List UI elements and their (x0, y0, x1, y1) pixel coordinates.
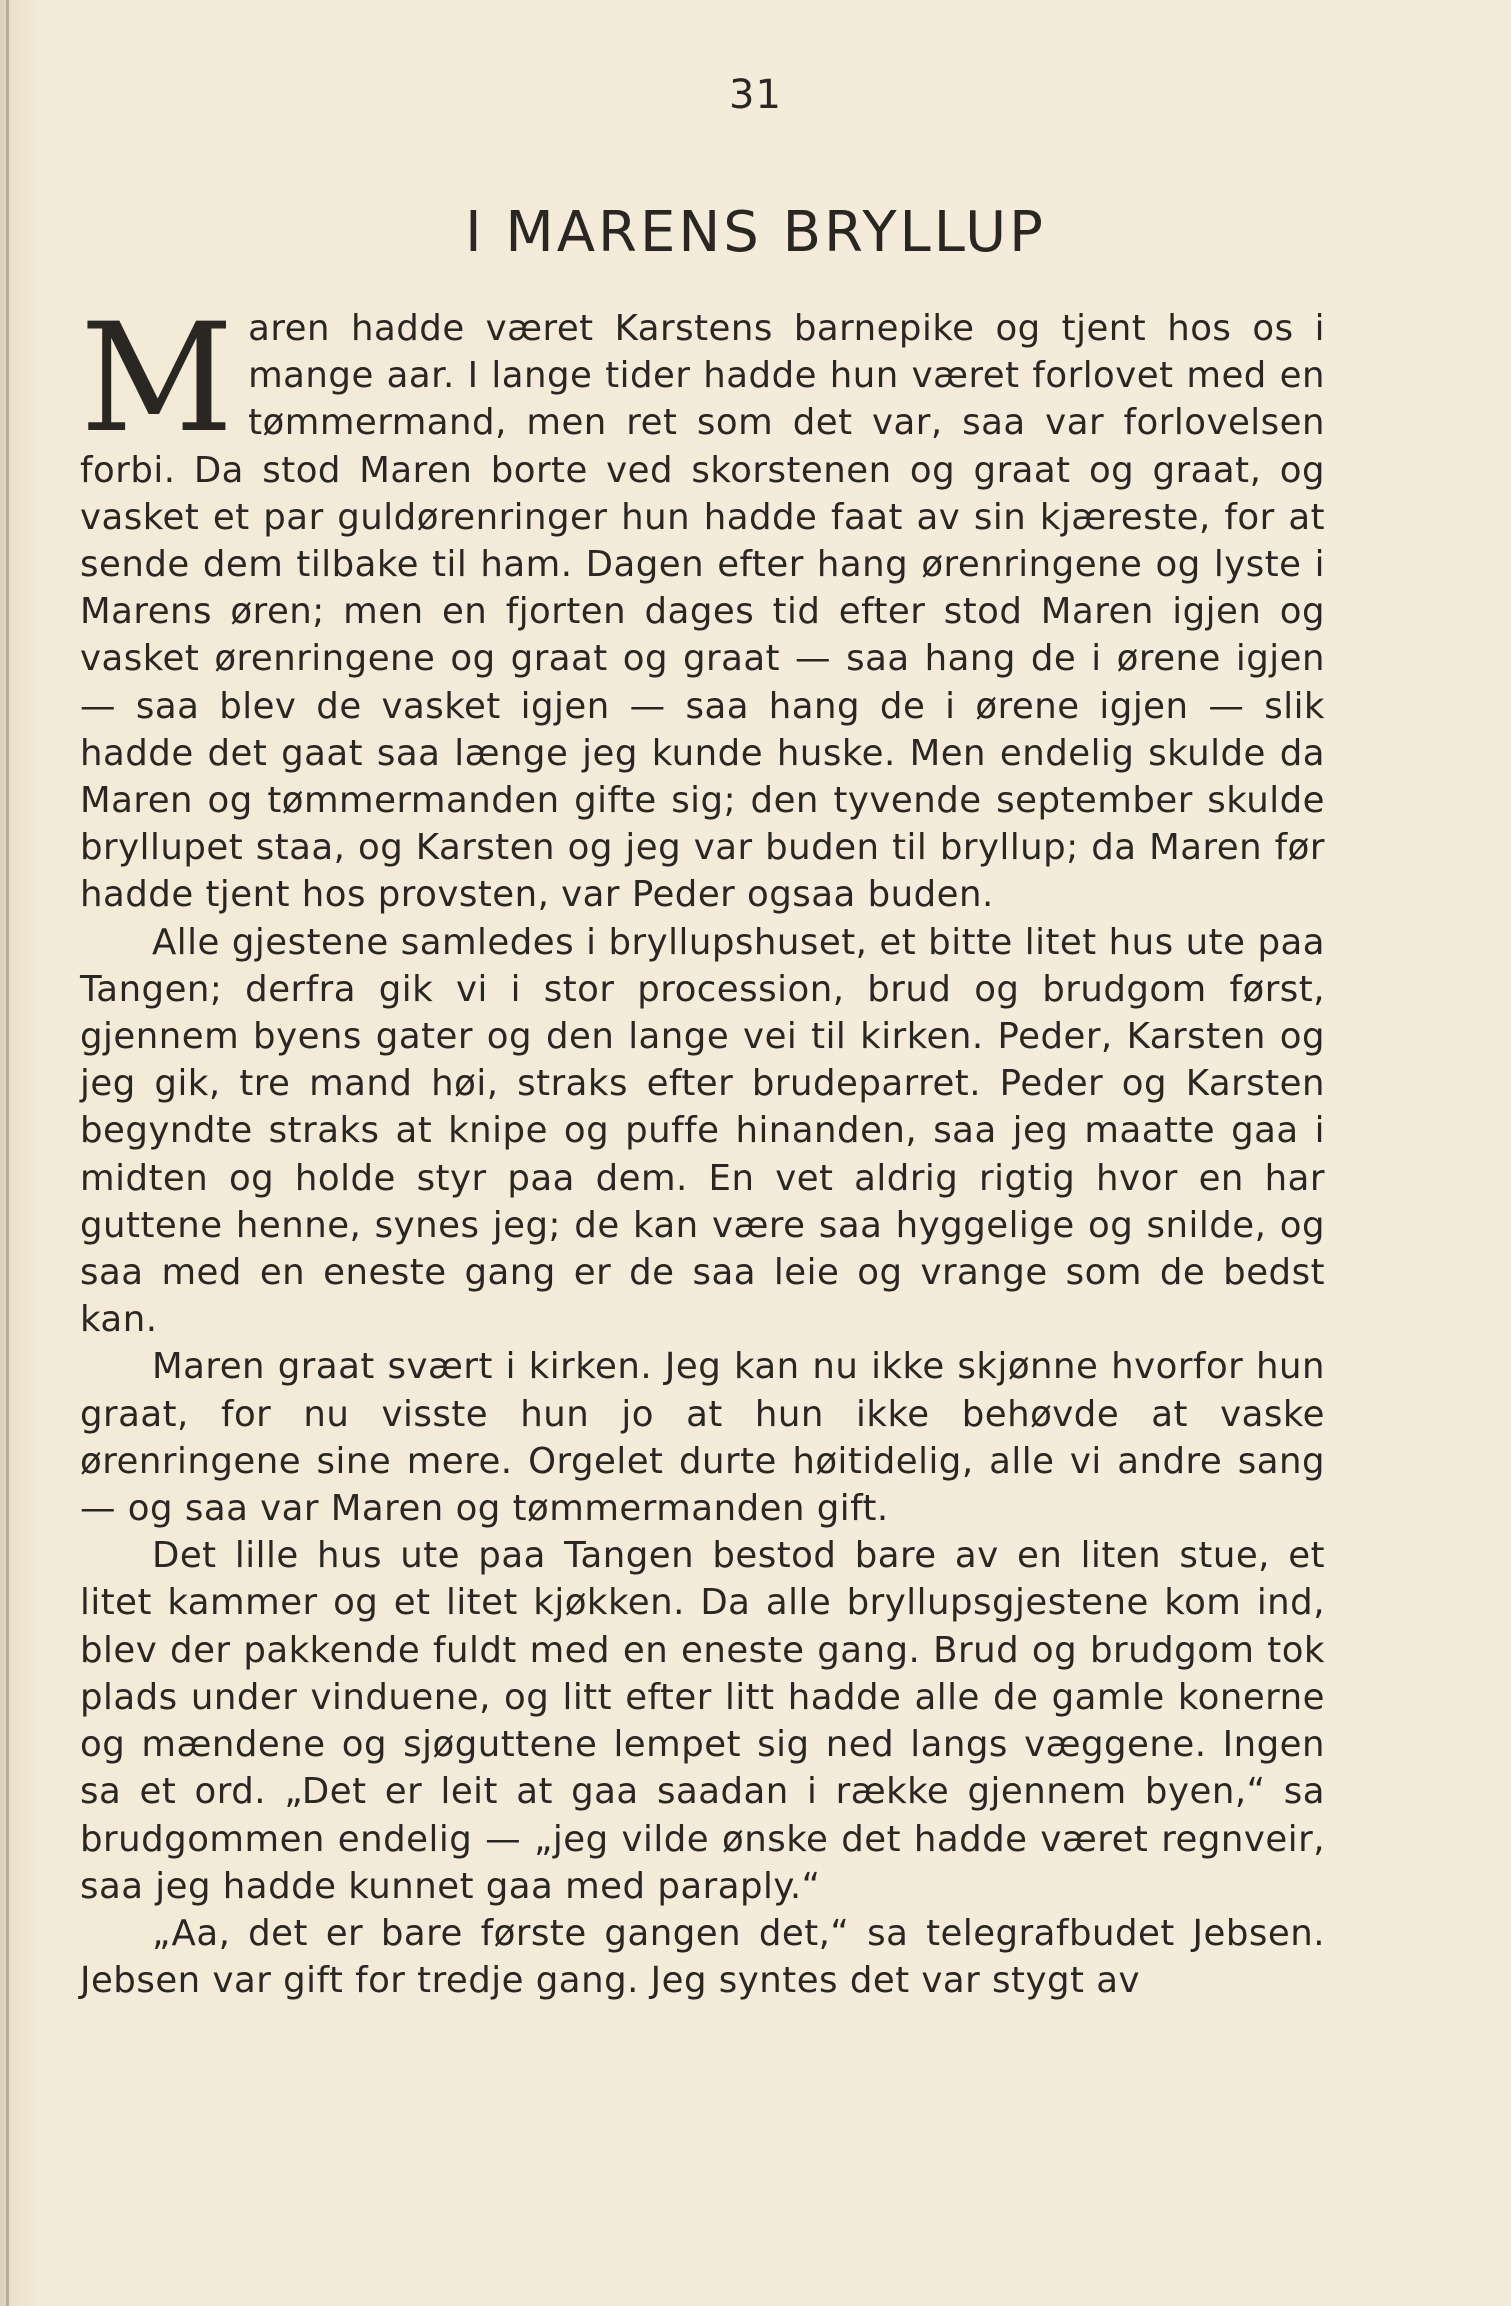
paragraph-1 (80, 292, 1325, 919)
paragraph-1-text: aren hadde været Karstens barnepike og tjent hos os i mange aar. I lange tider hadde hun været forlovet med en tømmermand, men ret som det var, saa var forlovelsen forbi. Da stod Maren borte ved skorstenen og graat og graat, og vasket et par guldørenringer hun hadde faat av sin kjæreste, for at sende dem tilbake til ham. Dagen efter hang ørenringene og lyste i Marens øren; men en fjorten dages tid efter stod Maren igjen og vasket ørenringene og graat og graat — saa hang de i ørene igjen — saa blev de vasket igjen — saa hang de i ørene igjen — slik hadde det gaat saa længe jeg kunde huske. Men endelig skulde da Maren og tømmermanden gifte sig; den tyvende september skulde bryllupet staa, og Karsten og jeg var buden til bryllup; da Maren før hadde tjent hos provsten, var Peder ogsaa buden. (80, 308, 1325, 916)
page-number: 31 (729, 72, 782, 118)
page-binding-edge (6, 0, 9, 2306)
body-text (80, 292, 1325, 2004)
chapter-title: I MARENS BRYLLUP (465, 200, 1046, 265)
paragraph-5: „Aa, det er bare første gangen det,“ sa telegrafbudet Jebsen. Jebsen var gift for tredje gang. Jeg syntes det var stygt av (80, 1912, 1325, 2002)
paragraph-4: Det lille hus ute paa Tangen bestod bare av en liten stue, et litet kammer og et litet kjøkken. Da alle bryllupsgjestene kom ind, blev der pakkende fuldt med en eneste gang. Brud og brudgom tok plads under vinduene, og litt efter litt hadde alle de gamle konerne og mændene og sjøguttene lempet sig ned langs væggene. Ingen sa et ord. „Det er leit at gaa saadan i række gjennem byen,“ sa brudgommen endelig — „jeg vilde ønske det hadde været regnveir, saa jeg hadde kunnet gaa med paraply.“ (80, 1535, 1325, 1907)
paragraph-2: Alle gjestene samledes i bryllupshuset, et bitte litet hus ute paa Tangen; derfra gik vi i stor procession, brud og brudgom først, gjennem byens gater og den lange vei til kirken. Peder, Karsten og jeg gik, tre mand høi, straks efter brudeparret. Peder og Karsten begyndte straks at knipe og puffe hinanden, saa jeg maatte gaa i midten og holde styr paa dem. En vet aldrig rigtig hvor en har guttene henne, synes jeg; de kan være saa hyggelige og snilde, og saa med en eneste gang er de saa leie og vrange som de bedst kan. (80, 921, 1325, 1341)
drop-cap: M (80, 292, 235, 466)
paragraph-3: Maren graat svært i kirken. Jeg kan nu ikke skjønne hvorfor hun graat, for nu visste hun jo at hun ikke behøvde at vaske ørenringene sine mere. Orgelet durte høitidelig, alle vi andre sang — og saa var Maren og tømmermanden gift. (80, 1346, 1325, 1530)
